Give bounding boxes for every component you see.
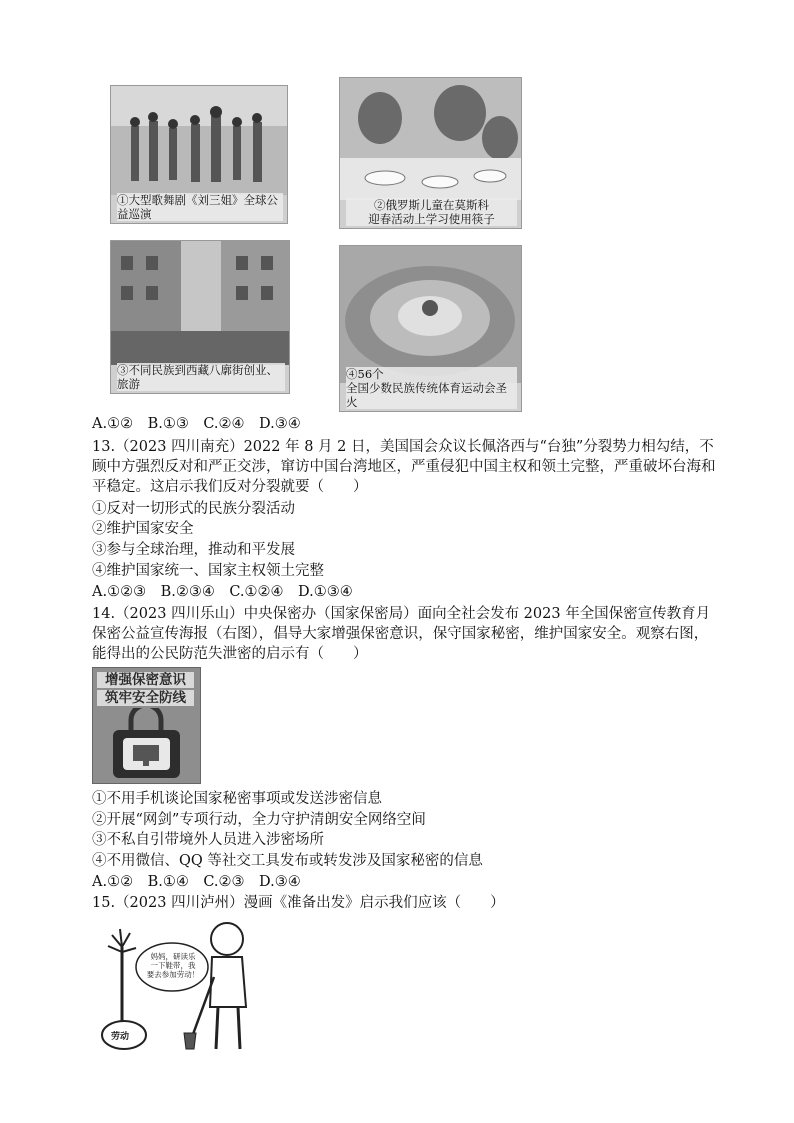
photo-scene <box>111 86 287 195</box>
q13-option-4: ④维护国家统一、国家主权领土完整 <box>92 563 324 579</box>
q13-option-2: ②维护国家安全 <box>92 521 194 537</box>
q13-stem-text: 13.（2023 四川南充）2022 年 8 月 2 日，美国国会众议长佩洛西与“台独”分裂势力相勾结，不顾中方强烈反对和严正交涉，窜访中国台湾地区，严重侵犯中国主权和领土完整，严重破坏台海和平稳定。这启示我们反对分裂就要（ ） <box>92 439 716 495</box>
photo-liu-sanjie <box>110 85 288 224</box>
q13-option-1: ①反对一切形式的民族分裂活动 <box>92 501 295 517</box>
bag-label: 劳动 <box>111 1032 130 1042</box>
q14-answer-options: A.①② B.①④ C.②③ D.③④ <box>92 874 301 890</box>
photo-caption: ①大型歌舞剧《刘三姐》全球公益巡演 <box>117 193 283 221</box>
poster-line-2: 筑牢安全防线 <box>97 690 194 706</box>
q14-option-2: ②开展“网剑”专项行动，全力守护清朗安全网络空间 <box>92 812 426 828</box>
photo-russian-children <box>339 77 522 229</box>
speech-bubble-text: 妈妈，研读乐 一下鞋带，我 要去参加劳动！ <box>146 952 200 979</box>
q14-option-3: ③不私自引带境外人员进入涉密场所 <box>92 832 324 848</box>
q13-option-3: ③参与全球治理，推动和平发展 <box>92 542 295 558</box>
photo-scene <box>340 246 521 383</box>
photo-caption: ④56个 全国少数民族传统体育运动会圣火 <box>346 367 517 409</box>
poster-line-1: 增强保密意识 <box>97 672 194 688</box>
photo-scene <box>111 241 289 365</box>
q12-answer-options: A.①② B.①③ C.②④ D.③④ <box>92 416 301 432</box>
security-poster <box>92 667 201 784</box>
photo-scene <box>340 78 521 200</box>
q13-answer-options: A.①②③ B.②③④ C.①②④ D.①③④ <box>92 584 353 600</box>
q14-stem <box>92 604 722 664</box>
cartoon-ready-to-go <box>100 917 260 1057</box>
q13-stem <box>92 437 722 497</box>
photo-ethnic-games <box>339 245 522 412</box>
photo-caption: ③不同民族到西藏八廓街创业、旅游 <box>117 363 285 391</box>
padlock-icon <box>93 708 200 783</box>
q14-stem-text: 14.（2023 四川乐山）中央保密办（国家保密局）面向全社会发布 2023 年全国保密宣传教育月保密公益宣传海报（右图），倡导大家增强保密意识，保守国家秘密，维护国家安全。观察右图，能得出的公民防范失泄密的启示有（ ） <box>92 606 711 662</box>
q15-stem: 15.（2023 四川泸州）漫画《准备出发》启示我们应该（ ） <box>92 895 505 911</box>
q14-option-1: ①不用手机谈论国家秘密事项或发送涉密信息 <box>92 791 382 807</box>
q14-option-4: ④不用微信、QQ 等社交工具发布或转发涉及国家秘密的信息 <box>92 853 483 869</box>
photo-tibet-street <box>110 240 290 394</box>
photo-caption: ②俄罗斯儿童在莫斯科 迎春活动上学习使用筷子 <box>346 198 517 226</box>
